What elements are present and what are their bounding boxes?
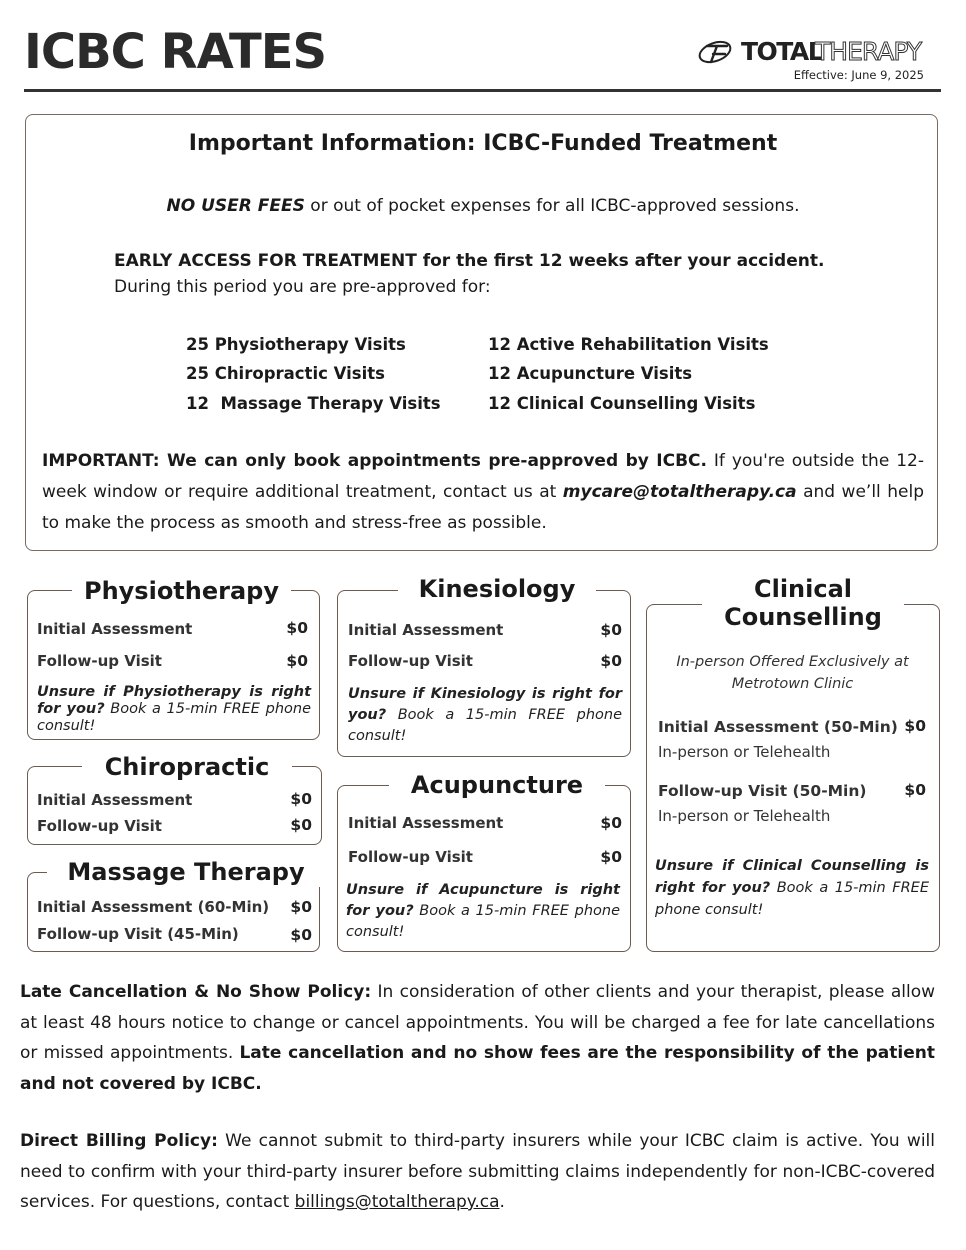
billing-policy-heading: Direct Billing Policy: [20, 1131, 218, 1151]
late-policy-text: In consideration of other clients and your therapist, please allow at least 48 hours notice to change or cancel appointments. You will be charged a fee for late cancellations or missed appointments. [20, 982, 935, 1063]
late-cancellation-policy [20, 977, 935, 1099]
total-therapy-logo [697, 36, 929, 72]
counsel-followup-price: $0 [904, 781, 926, 799]
no-user-fees-line [0, 196, 966, 216]
chiro-initial-label: Initial Assessment [37, 791, 193, 809]
physio-followup-label: Follow-up Visit [37, 652, 162, 670]
visit-item: 12 Acupuncture Visits [488, 364, 693, 383]
logo-therapy-text: THERAPY [815, 37, 922, 66]
acu-initial-label: Initial Assessment [348, 814, 504, 832]
visit-item: 12 Clinical Counselling Visits [488, 394, 756, 413]
massage-followup-price: $0 [290, 926, 312, 944]
late-policy-heading: Late Cancellation & No Show Policy: [20, 982, 372, 1002]
acu-followup-price: $0 [600, 848, 622, 866]
important-notice [42, 446, 924, 539]
billing-email-link[interactable]: billings@totaltherapy.ca [294, 1192, 500, 1212]
important-end: and we’ll help to make the process as smooth and stress-free as possible. [42, 482, 925, 533]
mycare-email-link[interactable]: mycare@totaltherapy.ca [562, 482, 797, 502]
no-user-fees-bold: NO USER FEES [166, 196, 305, 216]
massage-initial-price: $0 [290, 898, 312, 916]
counsel-note-bold: Unsure if Clinical Counselling is right for you? [655, 858, 929, 896]
physio-initial-price: $0 [286, 619, 308, 637]
counsel-followup-mode: In-person or Telehealth [658, 807, 831, 825]
kines-followup-price: $0 [600, 652, 622, 670]
counsel-consult-note [655, 855, 929, 921]
metrotown-exclusive-note: In-person Offered Exclusively at Metrotown Clinic [676, 654, 909, 692]
important-text: If you're outside the 12-week window or require additional treatment, contact us at [42, 451, 924, 502]
kines-initial-price: $0 [600, 621, 622, 639]
chiro-followup-label: Follow-up Visit [37, 817, 162, 835]
kinesiology-title: Kinesiology [398, 574, 596, 604]
late-policy-responsibility: Late cancellation and no show fees are the responsibility of the patient and not covered by ICBC. [20, 1043, 935, 1094]
acu-note-text: Book a 15-min FREE phone consult! [346, 903, 620, 940]
direct-billing-policy [20, 1126, 935, 1218]
massage-initial-label: Initial Assessment (60-Min) [37, 898, 270, 916]
acu-initial-price: $0 [600, 814, 622, 832]
counselling-title-line1: Clinical [753, 575, 853, 603]
early-access-heading: EARLY ACCESS FOR TREATMENT for the first 12 weeks after your accident. [114, 251, 825, 271]
clinical-counselling-title [702, 575, 904, 631]
no-user-fees-text: or out of pocket expenses for all ICBC-approved sessions. [304, 196, 800, 216]
physio-note-bold: Unsure if Physiotherapy is right for you? [37, 684, 311, 717]
billing-policy-end: . [499, 1192, 505, 1212]
visit-item: 12 Active Rehabilitation Visits [488, 335, 769, 354]
logo-mark-icon [697, 36, 737, 66]
chiropractic-title: Chiropractic [82, 752, 292, 782]
counsel-initial-mode: In-person or Telehealth [658, 743, 831, 761]
counsel-note-text: Book a 15-min FREE phone consult! [655, 880, 929, 918]
kines-initial-label: Initial Assessment [348, 621, 504, 639]
chiro-followup-price: $0 [290, 816, 312, 834]
acupuncture-title: Acupuncture [389, 770, 605, 800]
counsel-followup-label: Follow-up Visit (50-Min) [658, 782, 867, 800]
physio-followup-price: $0 [286, 652, 308, 670]
page-title: ICBC RATES [24, 24, 327, 80]
visit-item: 25 Physiotherapy Visits [186, 335, 406, 354]
kines-followup-label: Follow-up Visit [348, 652, 473, 670]
counsel-initial-price: $0 [904, 717, 926, 735]
kines-note-bold: Unsure if Kinesiology is right for you? [348, 686, 622, 723]
pre-approved-intro: During this period you are pre-approved for: [114, 277, 491, 297]
billing-policy-text: We cannot submit to third-party insurers while your ICBC claim is active. You will need to confirm with your third-party insurer before submitting claims independently for non-ICBC-covered services. For questions, contact [20, 1131, 935, 1212]
kines-consult-note [348, 684, 622, 747]
important-bold: IMPORTANT: We can only book appointments pre-approved by ICBC. [42, 451, 707, 471]
kines-note-text: Book a 15-min FREE phone consult! [348, 707, 622, 744]
counselling-title-line2: Counselling [724, 603, 882, 631]
massage-therapy-title: Massage Therapy [47, 857, 325, 887]
visit-item: 25 Chiropractic Visits [186, 364, 385, 383]
header-divider [24, 89, 941, 92]
logo-total-text: TOTAL [741, 37, 823, 66]
acu-followup-label: Follow-up Visit [348, 848, 473, 866]
acu-note-bold: Unsure if Acupuncture is right for you? [346, 882, 620, 919]
physio-note-text: Book a 15-min FREE phone consult! [37, 701, 311, 734]
visit-item: 12 Massage Therapy Visits [186, 394, 441, 413]
physio-consult-note [37, 684, 311, 735]
acu-consult-note [346, 880, 620, 943]
physio-initial-label: Initial Assessment [37, 620, 193, 638]
effective-date: Effective: June 9, 2025 [793, 68, 924, 82]
info-title: Important Information: ICBC-Funded Treatment [188, 131, 778, 156]
counsel-initial-label: Initial Assessment (50-Min) [658, 718, 898, 736]
physiotherapy-title: Physiotherapy [72, 576, 291, 606]
chiro-initial-price: $0 [290, 790, 312, 808]
massage-followup-label: Follow-up Visit (45-Min) [37, 925, 239, 943]
